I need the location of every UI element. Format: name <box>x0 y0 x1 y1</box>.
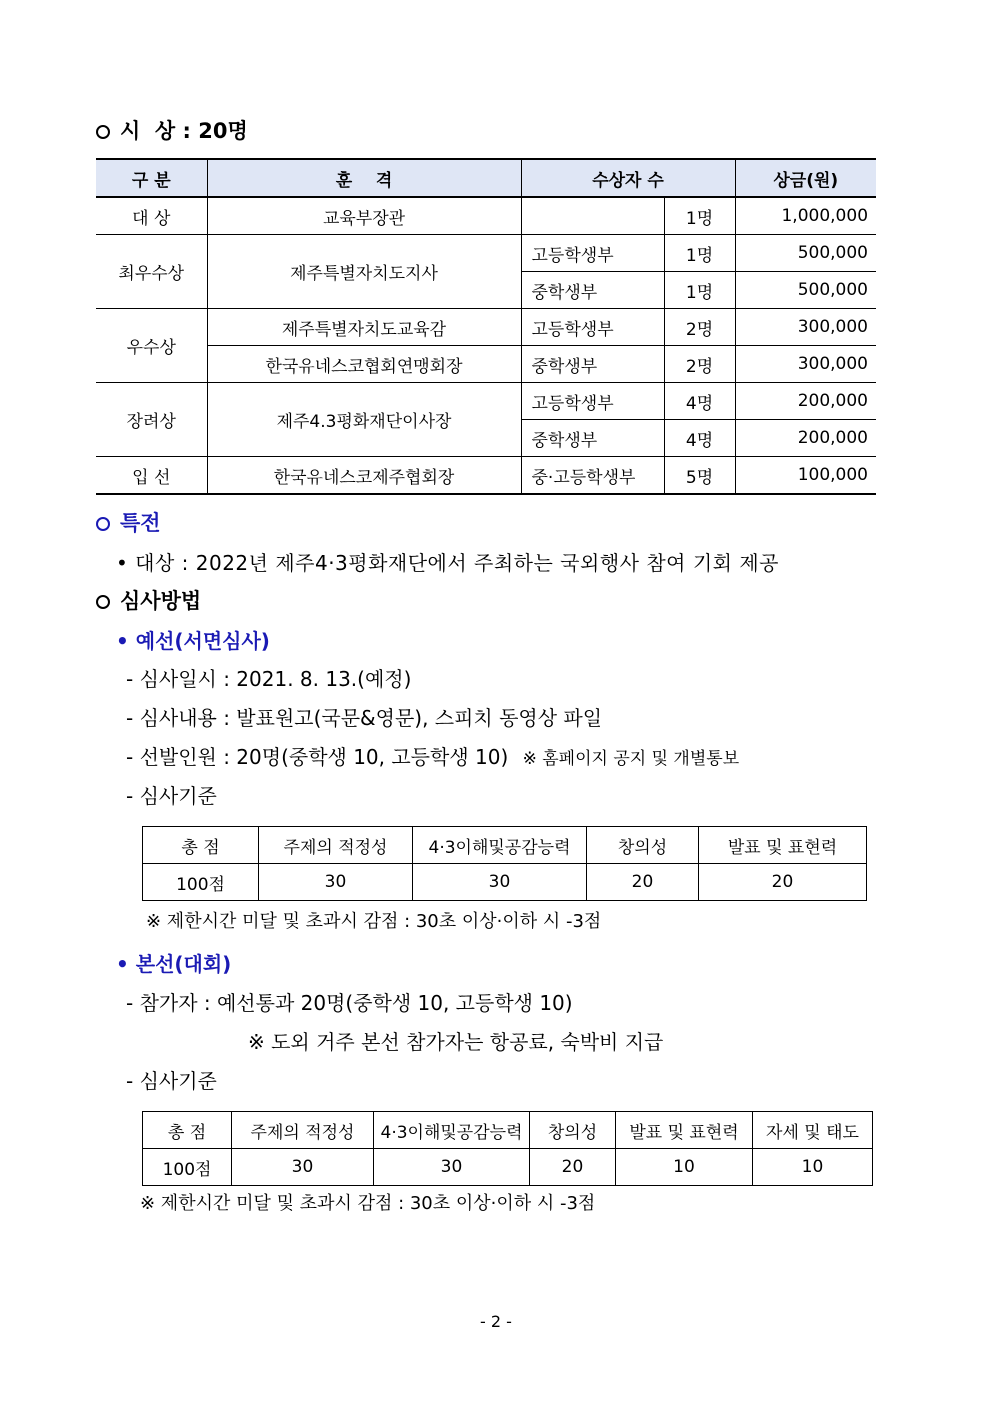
award-count: 2명 <box>664 346 735 383</box>
table-cell: 4·3이해및공감능력 <box>413 827 587 864</box>
benefit-item: • 대상 : 2022년 제주4·3평화재단에서 주최하는 국외행사 참여 기회 제공 <box>116 551 779 575</box>
award-heading-text: 시 상 : 20명 <box>120 119 248 143</box>
prelim-content: - 심사내용 : 발표원고(국문&영문), 스피치 동영상 파일 <box>126 706 603 730</box>
header-category: 구 분 <box>96 159 207 197</box>
table-row <box>96 197 876 235</box>
table-cell: 총 점 <box>143 827 259 864</box>
award-count: 1명 <box>664 235 735 272</box>
final-title: • 본선(대회) <box>116 952 232 976</box>
table-cell: 20 <box>699 864 867 901</box>
table-row <box>143 1149 873 1186</box>
award-division: 중·고등학생부 <box>521 457 664 495</box>
award-division: 중학생부 <box>521 420 664 457</box>
prelim-penalty: ※ 제한시간 미달 및 초과시 감점 : 30초 이상·이하 시 -3점 <box>146 911 602 932</box>
award-name: 우수상 <box>96 309 207 383</box>
award-title: 제주특별자치도지사 <box>207 235 521 309</box>
prelim-criteria-label: - 심사기준 <box>126 784 217 808</box>
award-division <box>521 197 664 235</box>
table-cell: 4·3이해및공감능력 <box>374 1112 530 1149</box>
award-title: 교육부장관 <box>207 197 521 235</box>
table-cell: 30 <box>259 864 413 901</box>
award-prize: 1,000,000 <box>735 197 876 235</box>
award-prize: 200,000 <box>735 420 876 457</box>
table-cell: 발표 및 표현력 <box>616 1112 753 1149</box>
table-cell: 30 <box>374 1149 530 1186</box>
prelim-selection-text: - 선발인원 : 20명(중학생 10, 고등학생 10) <box>126 745 509 769</box>
award-count: 5명 <box>664 457 735 495</box>
table-cell: 10 <box>616 1149 753 1186</box>
circle-bullet-icon <box>96 595 110 609</box>
table-cell: 20 <box>587 864 699 901</box>
table-row <box>96 235 876 272</box>
table-row <box>143 864 867 901</box>
review-heading <box>96 585 201 615</box>
award-name: 대 상 <box>96 197 207 235</box>
table-cell: 100점 <box>143 864 259 901</box>
award-count: 1명 <box>664 272 735 309</box>
award-division: 고등학생부 <box>521 309 664 346</box>
table-cell: 20 <box>530 1149 616 1186</box>
review-heading-text: 심사방법 <box>120 589 202 613</box>
page-number: - 2 - <box>480 1312 512 1331</box>
table-row <box>96 457 876 495</box>
table-cell: 30 <box>413 864 587 901</box>
header-prize: 상금(원) <box>735 159 876 197</box>
table-row <box>96 383 876 420</box>
table-cell: 발표 및 표현력 <box>699 827 867 864</box>
table-row <box>143 827 867 864</box>
final-support-note: ※ 도외 거주 본선 참가자는 항공료, 숙박비 지급 <box>248 1030 664 1054</box>
award-division: 고등학생부 <box>521 235 664 272</box>
circle-bullet-icon <box>96 517 110 531</box>
table-cell: 100점 <box>143 1149 232 1186</box>
prelim-selection-note: ※ 홈페이지 공지 및 개별통보 <box>522 749 740 769</box>
award-heading <box>96 115 248 145</box>
final-participants: - 참가자 : 예선통과 20명(중학생 10, 고등학생 10) <box>126 991 573 1015</box>
award-prize: 300,000 <box>735 346 876 383</box>
table-row <box>143 1112 873 1149</box>
award-name: 입 선 <box>96 457 207 495</box>
award-division: 중학생부 <box>521 272 664 309</box>
award-prize: 100,000 <box>735 457 876 495</box>
final-penalty: ※ 제한시간 미달 및 초과시 감점 : 30초 이상·이하 시 -3점 <box>140 1193 596 1214</box>
award-title: 제주4.3평화재단이사장 <box>207 383 521 457</box>
prelim-date: - 심사일시 : 2021. 8. 13.(예정) <box>126 667 412 691</box>
award-count: 4명 <box>664 383 735 420</box>
award-table-header <box>96 159 876 197</box>
award-prize: 200,000 <box>735 383 876 420</box>
award-title: 한국유네스코제주협회장 <box>207 457 521 495</box>
table-row <box>96 346 876 383</box>
award-prize: 500,000 <box>735 272 876 309</box>
table-cell: 창의성 <box>530 1112 616 1149</box>
prelim-criteria-table <box>142 826 867 901</box>
prelim-selection <box>126 741 739 770</box>
award-prize: 300,000 <box>735 309 876 346</box>
award-count: 1명 <box>664 197 735 235</box>
award-division: 고등학생부 <box>521 383 664 420</box>
table-cell: 30 <box>232 1149 374 1186</box>
table-cell: 10 <box>753 1149 873 1186</box>
benefit-heading <box>96 507 161 537</box>
benefit-heading-text: 특전 <box>120 511 161 535</box>
header-count: 수상자 수 <box>521 159 735 197</box>
circle-bullet-icon <box>96 125 110 139</box>
final-criteria-label: - 심사기준 <box>126 1069 217 1093</box>
prelim-title: • 예선(서면심사) <box>116 629 270 653</box>
award-count: 4명 <box>664 420 735 457</box>
header-title: 훈 격 <box>207 159 521 197</box>
table-row <box>96 309 876 346</box>
table-cell: 창의성 <box>587 827 699 864</box>
table-cell: 주제의 적정성 <box>232 1112 374 1149</box>
award-name: 장려상 <box>96 383 207 457</box>
table-cell: 총 점 <box>143 1112 232 1149</box>
award-count: 2명 <box>664 309 735 346</box>
final-criteria-table <box>142 1111 873 1186</box>
award-title: 제주특별자치도교육감 <box>207 309 521 346</box>
award-division: 중학생부 <box>521 346 664 383</box>
award-name: 최우수상 <box>96 235 207 309</box>
table-cell: 주제의 적정성 <box>259 827 413 864</box>
award-table <box>96 158 876 495</box>
award-prize: 500,000 <box>735 235 876 272</box>
award-title: 한국유네스코협회연맹회장 <box>207 346 521 383</box>
table-cell: 자세 및 태도 <box>753 1112 873 1149</box>
